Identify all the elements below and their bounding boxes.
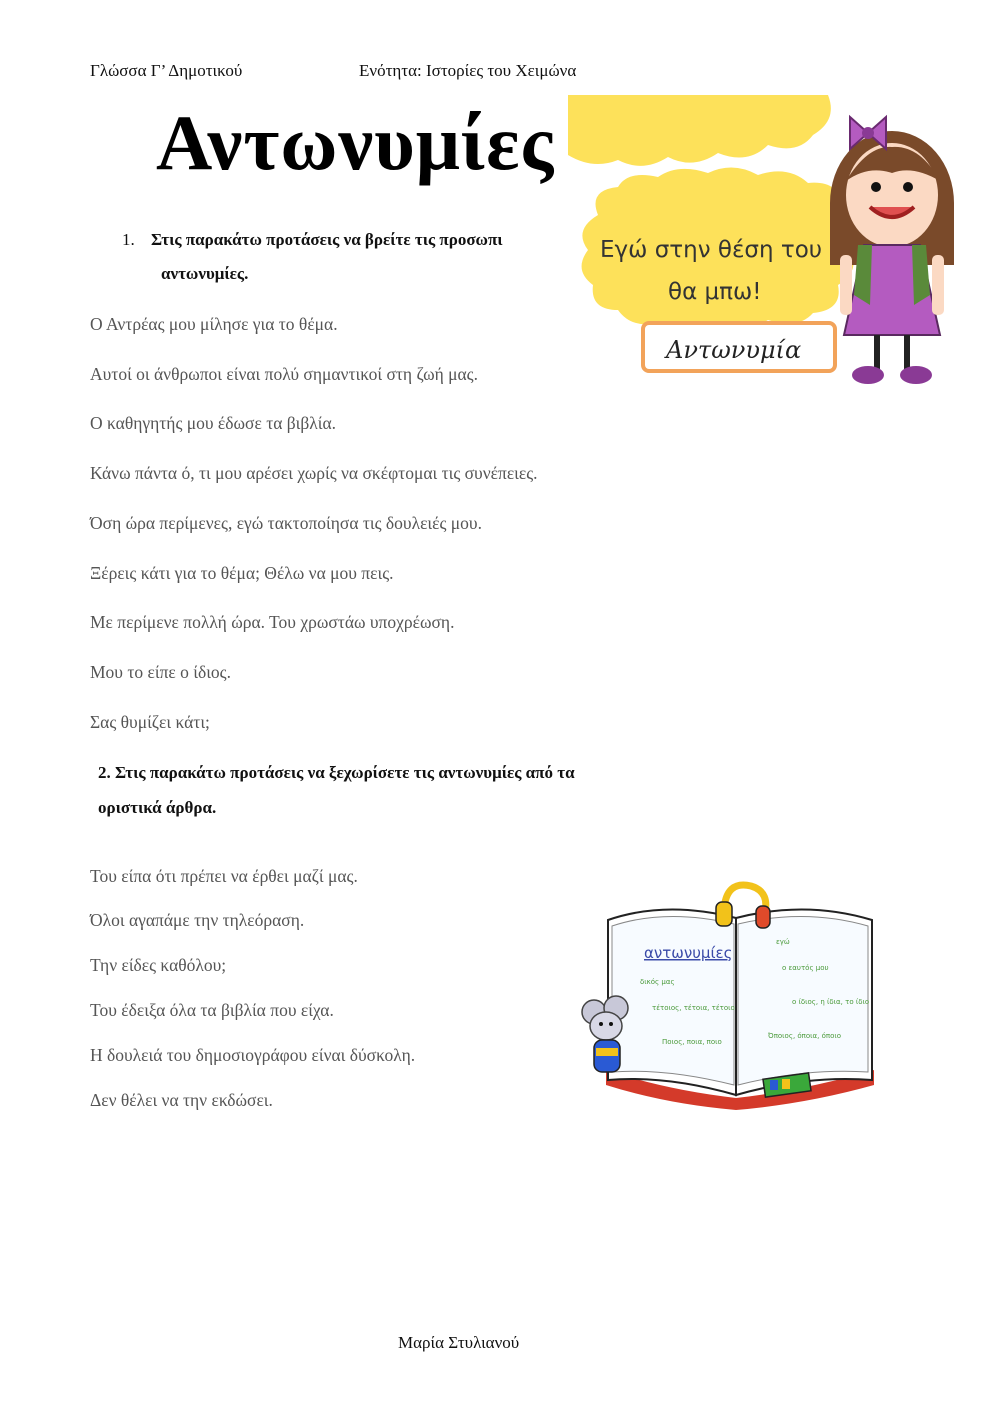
speech-line-1: Εγώ στην θέση του [600,237,823,263]
ex1-sentence-3: Ο καθηγητής μου έδωσε τα βιβλία. [90,413,337,433]
girl-label: Αντωνυμία [666,336,802,364]
book-left-word-2: τέτοιος, τέτοια, τέτοιο [652,1004,735,1012]
page-title: Αντωνυμίες [156,99,555,186]
ex2-sentence-3: Την είδες καθόλου; [90,955,227,975]
book-right-word-1: εγώ [776,938,790,946]
ex1-sentence-2: Αυτοί οι άνθρωποι είναι πολύ σημαντικοί στη ζωή μας. [90,364,478,384]
ex1-sentence-1: Ο Αντρέας μου μίλησε για το θέμα. [90,314,338,334]
ex1-sentence-8: Μου το είπε ο ίδιος. [90,662,231,682]
book-illustration [576,880,878,1110]
header-subject: Γλώσσα Γ’ Δημοτικού [90,61,243,80]
ex2-sentence-5: Η δουλειά του δημοσιογράφου είναι δύσκολη. [90,1045,416,1065]
book-right-word-4: Όποιος, όποια, όποιο [768,1032,842,1040]
ex2-sentence-6: Δεν θέλει να την εκδώσει. [90,1090,273,1110]
exercise1-instruction-line2: αντωνυμίες. [161,264,249,283]
header-unit: Ενότητα: Ιστορίες του Χειμώνα [359,61,577,80]
ex1-sentence-5: Όση ώρα περίμενες, εγώ τακτοποίησα τις δουλειές μου. [90,513,482,533]
ex2-sentence-2: Όλοι αγαπάμε την τηλεόραση. [90,910,305,930]
footer-author: Μαρία Στυλιανού [398,1333,520,1352]
book-right-word-3: ο ίδιος, η ίδια, το ίδιο [792,998,870,1006]
ex1-sentence-4: Κάνω πάντα ό, τι μου αρέσει χωρίς να σκέφτομαι τις συνέπειες. [90,463,538,483]
speech-line-2: θα μπω! [668,279,762,305]
ex1-sentence-9: Σας θυμίζει κάτι; [90,712,210,732]
ex2-sentence-4: Του έδειξα όλα τα βιβλία που είχα. [90,1000,334,1020]
ex1-sentence-6: Ξέρεις κάτι για το θέμα; Θέλω να μου πεις. [90,563,394,583]
book-left-word-1: δικός μας [640,978,675,986]
girl-illustration [568,95,960,390]
book-left-word-3: Ποιος, ποια, ποιο [662,1038,722,1046]
exercise2-instruction-line1: 2. Στις παρακάτω προτάσεις να ξεχωρίσετε τις αντωνυμίες από τα [98,763,575,782]
ex1-sentence-7: Με περίμενε πολλή ώρα. Του χρωστάω υποχρέωση. [90,612,455,632]
book-right-word-2: ο εαυτός μου [782,964,829,972]
exercise1-number: 1. [122,230,135,249]
book-heading: αντωνυμίες [644,944,733,962]
ex2-sentence-1: Του είπα ότι πρέπει να έρθει μαζί μας. [90,866,358,886]
exercise1-instruction-line1: Στις παρακάτω προτάσεις να βρείτε τις προσωπι [151,230,503,249]
exercise2-instruction-line2: οριστικά άρθρα. [98,798,217,817]
